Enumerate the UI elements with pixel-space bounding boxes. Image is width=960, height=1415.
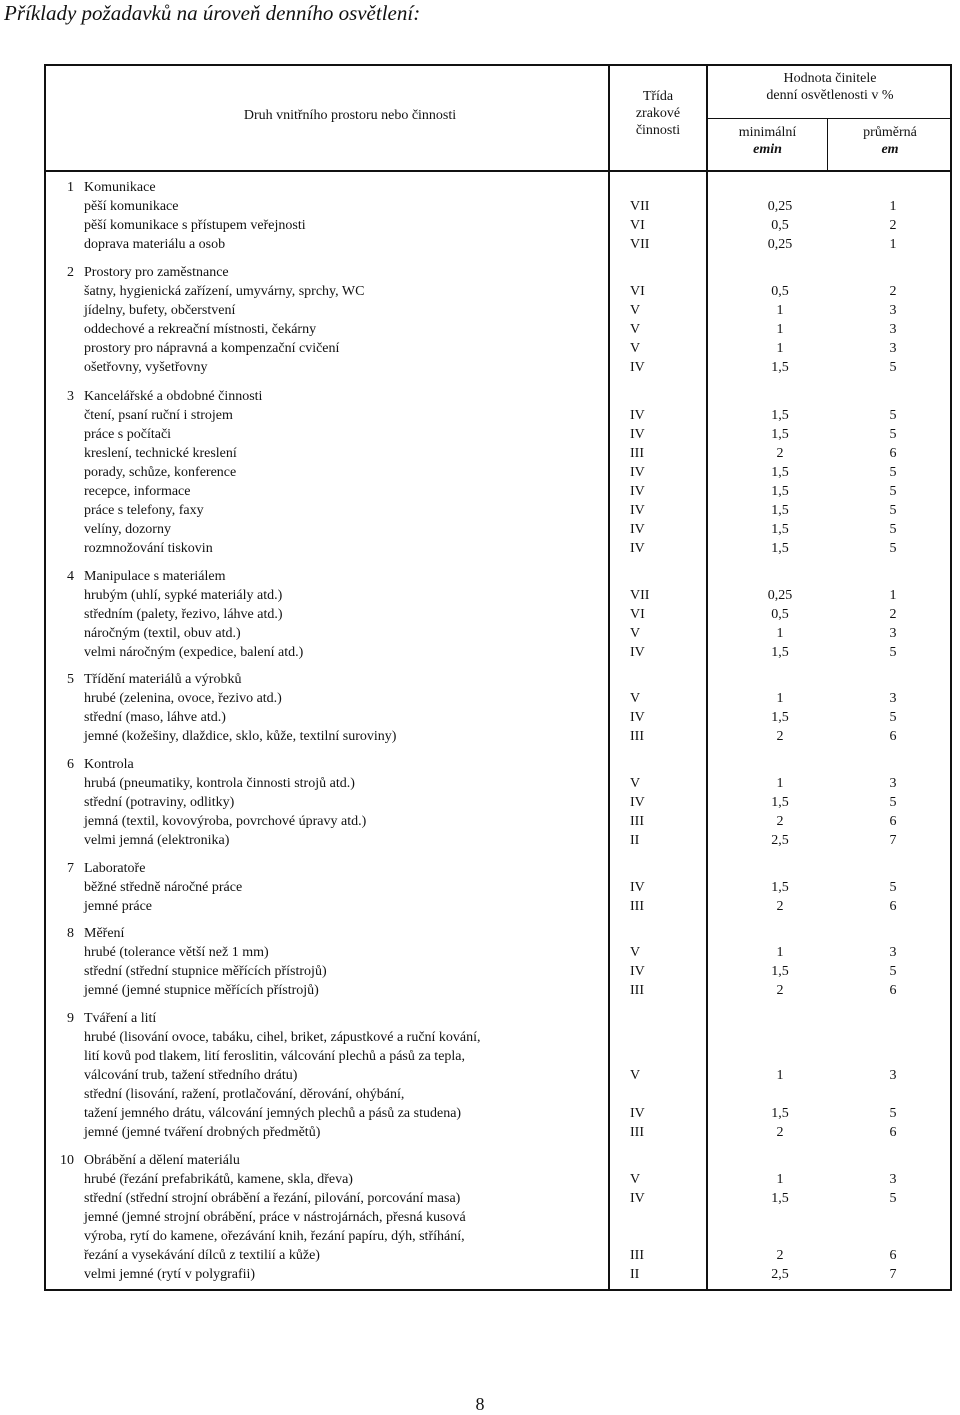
row-description: velíny, dozorny: [84, 522, 171, 537]
row-visual-class: V: [630, 776, 641, 791]
row-visual-class: V: [630, 945, 641, 960]
row-minimum-value: 1,5: [771, 522, 789, 537]
row-description: hrubým (uhlí, sypké materiály atd.): [84, 588, 283, 603]
row-number: 9: [67, 1011, 74, 1026]
row-visual-class: VI: [630, 218, 645, 233]
row-minimum-value: 2: [776, 983, 784, 998]
row-minimum-value: 1,5: [771, 1191, 789, 1206]
row-number: 7: [67, 861, 74, 876]
row-average-value: 7: [889, 833, 897, 848]
row-average-value: 3: [889, 691, 897, 706]
row-visual-class: IV: [630, 427, 645, 442]
row-minimum-value: 2: [776, 899, 784, 914]
row-average-value: 5: [889, 795, 897, 810]
row-visual-class: III: [630, 1125, 644, 1140]
header-avg-label: průměrná: [863, 125, 917, 140]
row-number: 3: [67, 389, 74, 404]
row-minimum-value: 2: [776, 729, 784, 744]
row-description: jemná (textil, kovovýroba, povrchové úpravy atd.): [84, 814, 367, 829]
row-description: náročným (textil, obuv atd.): [84, 626, 241, 641]
row-description: hrubá (pneumatiky, kontrola činnosti strojů atd.): [84, 776, 355, 791]
header-min-label: minimální: [738, 125, 797, 140]
row-visual-class: IV: [630, 503, 645, 518]
row-average-value: 5: [889, 1191, 897, 1206]
row-minimum-value: 1,5: [771, 427, 789, 442]
row-description: jídelny, bufety, občerstvení: [84, 303, 236, 318]
row-description: práce s telefony, faxy: [84, 503, 204, 518]
header-space-type: Druh vnitřního prostoru nebo činnosti: [243, 108, 457, 123]
row-minimum-value: 2: [776, 814, 784, 829]
header-class-line: činnosti: [635, 123, 681, 138]
row-description: střední (lisování, ražení, protlačování, děrování, ohýbání,: [84, 1087, 405, 1102]
page-heading: Příklady požadavků na úroveň denního osvětlení:: [4, 1, 421, 25]
row-description: střední (střední strojní obrábění a řezání, pilování, porcování masa): [84, 1191, 461, 1206]
row-description: tažení jemného drátu, válcování jemných plechů a pásů za studena): [84, 1106, 462, 1121]
row-average-value: 2: [889, 284, 897, 299]
row-minimum-value: 1: [776, 626, 784, 641]
row-description: Obrábění a dělení materiálu: [84, 1153, 240, 1168]
row-number: 4: [67, 569, 74, 584]
row-description: hrubé (řezání prefabrikátů, kamene, skla, dřeva): [84, 1172, 353, 1187]
header-class-line: zrakové: [635, 106, 681, 121]
row-description: práce s počítači: [84, 427, 172, 442]
row-minimum-value: 2: [776, 446, 784, 461]
header-minimum: [708, 124, 827, 158]
row-description: hrubé (tolerance větší než 1 mm): [84, 945, 269, 960]
row-visual-class: IV: [630, 1191, 645, 1206]
row-visual-class: IV: [630, 522, 645, 537]
row-visual-class: IV: [630, 465, 645, 480]
row-minimum-value: 1,5: [771, 408, 789, 423]
row-minimum-value: 1: [776, 322, 784, 337]
header-visual-class: [610, 88, 706, 139]
row-visual-class: IV: [630, 645, 645, 660]
row-visual-class: V: [630, 322, 641, 337]
row-number: 1: [67, 180, 74, 195]
row-minimum-value: 1: [776, 1172, 784, 1187]
row-visual-class: IV: [630, 408, 645, 423]
row-description: velmi náročným (expedice, balení atd.): [84, 645, 304, 660]
row-visual-class: V: [630, 691, 641, 706]
row-average-value: 6: [889, 446, 897, 461]
row-description: jemné (kožešiny, dlaždice, sklo, kůže, textilní suroviny): [84, 729, 397, 744]
row-description: střední (potraviny, odlitky): [84, 795, 235, 810]
row-description: Laboratoře: [84, 861, 146, 876]
row-average-value: 5: [889, 1106, 897, 1121]
row-average-value: 5: [889, 880, 897, 895]
row-visual-class: V: [630, 1172, 641, 1187]
row-visual-class: III: [630, 983, 644, 998]
row-average-value: 5: [889, 503, 897, 518]
row-average-value: 1: [889, 237, 897, 252]
row-visual-class: IV: [630, 964, 645, 979]
row-minimum-value: 1: [776, 1068, 784, 1083]
row-visual-class: IV: [630, 541, 645, 556]
row-visual-class: III: [630, 446, 644, 461]
column-divider: [608, 64, 610, 1291]
row-minimum-value: 1: [776, 945, 784, 960]
row-average-value: 5: [889, 964, 897, 979]
header-average: [828, 124, 952, 158]
row-minimum-value: 2: [776, 1248, 784, 1263]
row-minimum-value: 1,5: [771, 710, 789, 725]
header-min-symbol: emin: [753, 142, 782, 157]
row-number: 2: [67, 265, 74, 280]
row-description: střední (střední stupnice měřících přístrojů): [84, 964, 327, 979]
row-average-value: 5: [889, 522, 897, 537]
row-description: ošetřovny, vyšetřovny: [84, 360, 208, 375]
row-description: výroba, rytí do kamene, ořezávání knih, řezání papíru, dýh, stříhání,: [84, 1229, 465, 1244]
row-visual-class: IV: [630, 360, 645, 375]
row-description: doprava materiálu a osob: [84, 237, 226, 252]
row-average-value: 5: [889, 541, 897, 556]
row-minimum-value: 0,5: [771, 284, 789, 299]
row-minimum-value: 0,5: [771, 607, 789, 622]
row-description: čtení, psaní ruční i strojem: [84, 408, 233, 423]
row-description: oddechové a rekreační místnosti, čekárny: [84, 322, 317, 337]
row-visual-class: II: [630, 1267, 640, 1282]
row-visual-class: III: [630, 899, 644, 914]
row-description: Tváření a lití: [84, 1011, 157, 1026]
row-description: prostory pro nápravná a kompenzační cvičení: [84, 341, 340, 356]
row-number: 6: [67, 757, 74, 772]
row-description: pěší komunikace: [84, 199, 179, 214]
row-average-value: 2: [889, 607, 897, 622]
row-description: lití kovů pod tlakem, lití feroslitin, válcování plechů a pásů za tepla,: [84, 1049, 466, 1064]
row-description: recepce, informace: [84, 484, 191, 499]
row-minimum-value: 1,5: [771, 360, 789, 375]
row-description: Třídění materiálů a výrobků: [84, 672, 242, 687]
row-average-value: 6: [889, 983, 897, 998]
header-value-line: Hodnota činitele: [783, 71, 877, 86]
row-minimum-value: 2,5: [771, 1267, 789, 1282]
row-visual-class: VII: [630, 588, 650, 603]
row-minimum-value: 1,5: [771, 541, 789, 556]
row-average-value: 2: [889, 218, 897, 233]
row-minimum-value: 0,25: [767, 237, 793, 252]
row-average-value: 3: [889, 341, 897, 356]
row-description: velmi jemná (elektronika): [84, 833, 230, 848]
row-description: jemné práce: [84, 899, 153, 914]
row-minimum-value: 0,25: [767, 588, 793, 603]
row-visual-class: V: [630, 626, 641, 641]
row-visual-class: III: [630, 1248, 644, 1263]
row-number: 8: [67, 926, 74, 941]
row-description: jemné (jemné tváření drobných předmětů): [84, 1125, 321, 1140]
row-visual-class: IV: [630, 795, 645, 810]
row-number: 10: [60, 1153, 74, 1168]
row-average-value: 1: [889, 588, 897, 603]
page-number: 8: [475, 1394, 485, 1414]
row-visual-class: VII: [630, 237, 650, 252]
header-avg-symbol: em: [881, 142, 899, 157]
row-average-value: 5: [889, 360, 897, 375]
row-average-value: 6: [889, 899, 897, 914]
row-average-value: 3: [889, 1172, 897, 1187]
row-visual-class: IV: [630, 710, 645, 725]
header-daylight-value: [708, 70, 952, 104]
row-description: běžné středně náročné práce: [84, 880, 243, 895]
row-minimum-value: 1,5: [771, 465, 789, 480]
row-visual-class: V: [630, 341, 641, 356]
row-minimum-value: 1: [776, 691, 784, 706]
row-average-value: 1: [889, 199, 897, 214]
header-divider: [44, 170, 952, 172]
row-minimum-value: 1,5: [771, 484, 789, 499]
row-average-value: 5: [889, 710, 897, 725]
row-visual-class: IV: [630, 880, 645, 895]
row-average-value: 5: [889, 645, 897, 660]
row-visual-class: IV: [630, 1106, 645, 1121]
row-visual-class: V: [630, 1068, 641, 1083]
header-class-line: Třída: [642, 89, 674, 104]
row-minimum-value: 1,5: [771, 880, 789, 895]
row-minimum-value: 1: [776, 341, 784, 356]
row-visual-class: III: [630, 814, 644, 829]
row-minimum-value: 1,5: [771, 795, 789, 810]
row-average-value: 3: [889, 322, 897, 337]
row-description: pěší komunikace s přístupem veřejnosti: [84, 218, 306, 233]
row-average-value: 7: [889, 1267, 897, 1282]
row-description: Kancelářské a obdobné činnosti: [84, 389, 263, 404]
header-value-line: denní osvětlenosti v %: [766, 88, 894, 103]
row-minimum-value: 1: [776, 303, 784, 318]
row-minimum-value: 1,5: [771, 645, 789, 660]
row-description: středním (palety, řezivo, láhve atd.): [84, 607, 283, 622]
row-minimum-value: 0,5: [771, 218, 789, 233]
row-visual-class: III: [630, 729, 644, 744]
row-average-value: 6: [889, 1125, 897, 1140]
row-minimum-value: 1,5: [771, 503, 789, 518]
row-description: velmi jemné (rytí v polygrafii): [84, 1267, 256, 1282]
row-description: Kontrola: [84, 757, 134, 772]
row-description: jemné (jemné strojní obrábění, práce v nástrojárnách, přesná kusová: [84, 1210, 466, 1225]
row-description: jemné (jemné stupnice měřících přístrojů): [84, 983, 319, 998]
row-visual-class: IV: [630, 484, 645, 499]
row-minimum-value: 1: [776, 776, 784, 791]
row-minimum-value: 2,5: [771, 833, 789, 848]
row-average-value: 3: [889, 303, 897, 318]
row-description: rozmnožování tiskovin: [84, 541, 213, 556]
row-description: šatny, hygienická zařízení, umyvárny, sprchy, WC: [84, 284, 365, 299]
row-average-value: 6: [889, 729, 897, 744]
row-average-value: 5: [889, 408, 897, 423]
row-average-value: 5: [889, 465, 897, 480]
row-average-value: 3: [889, 626, 897, 641]
row-description: kreslení, technické kreslení: [84, 446, 237, 461]
row-average-value: 3: [889, 776, 897, 791]
row-description: hrubé (lisování ovoce, tabáku, cihel, briket, zápustkové a ruční kování,: [84, 1030, 481, 1045]
row-minimum-value: 1,5: [771, 1106, 789, 1121]
row-visual-class: II: [630, 833, 640, 848]
row-minimum-value: 2: [776, 1125, 784, 1140]
row-description: porady, schůze, konference: [84, 465, 237, 480]
row-description: Manipulace s materiálem: [84, 569, 226, 584]
row-visual-class: VI: [630, 284, 645, 299]
row-visual-class: VI: [630, 607, 645, 622]
row-average-value: 6: [889, 814, 897, 829]
row-average-value: 3: [889, 1068, 897, 1083]
row-average-value: 5: [889, 427, 897, 442]
row-average-value: 5: [889, 484, 897, 499]
row-description: řezání a vysekávání dílců z textilií a kůže): [84, 1248, 320, 1263]
row-minimum-value: 1,5: [771, 964, 789, 979]
row-minimum-value: 0,25: [767, 199, 793, 214]
header-sub-divider: [708, 118, 952, 119]
row-description: Prostory pro zaměstnance: [84, 265, 229, 280]
row-visual-class: VII: [630, 199, 650, 214]
row-average-value: 6: [889, 1248, 897, 1263]
row-description: válcování trub, tažení středního drátu): [84, 1068, 298, 1083]
row-description: střední (maso, láhve atd.): [84, 710, 226, 725]
row-description: Komunikace: [84, 180, 156, 195]
column-divider: [706, 64, 708, 1291]
row-description: Měření: [84, 926, 125, 941]
row-visual-class: V: [630, 303, 641, 318]
row-description: hrubé (zelenina, ovoce, řezivo atd.): [84, 691, 282, 706]
row-average-value: 3: [889, 945, 897, 960]
row-number: 5: [67, 672, 74, 687]
